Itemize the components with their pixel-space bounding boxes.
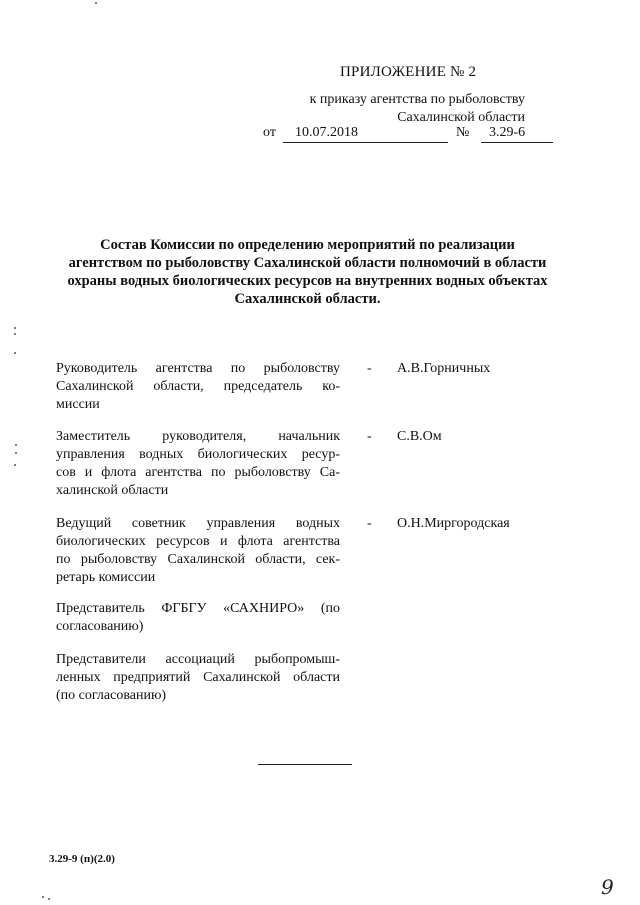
role-line: Представитель ФГБГУ «САХНИРО» (по <box>56 601 340 616</box>
member-role <box>56 428 340 500</box>
member-dash: - <box>367 429 372 444</box>
role-line: по рыболовству Сахалинской области, сек- <box>56 552 340 567</box>
number-label: № <box>456 125 470 140</box>
member-name: С.В.Ом <box>397 429 442 444</box>
member-dash: - <box>367 361 372 376</box>
document-heading <box>55 236 560 308</box>
member-name: О.Н.Миргородская <box>397 516 510 531</box>
heading-line: Состав Комиссии по определению мероприятий по реализации <box>100 237 515 253</box>
footer-code: 3.29-9 (п)(2.0) <box>49 853 115 865</box>
role-line: Ведущий советник управления водных <box>56 516 340 531</box>
scan-speck <box>15 452 17 454</box>
role-line: управления водных биологических ресур- <box>56 447 340 462</box>
member-role <box>56 360 340 414</box>
role-line: сов и флота агентства по рыболовству Са- <box>56 465 340 480</box>
appendix-title: ПРИЛОЖЕНИЕ № 2 <box>340 64 477 80</box>
from-label: от <box>263 125 276 140</box>
role-line: миссии <box>56 397 100 412</box>
order-to-line: к приказу агентства по рыболовству <box>309 92 525 107</box>
scan-speck <box>15 444 17 446</box>
role-line: ретарь комиссии <box>56 570 156 585</box>
heading-line: агентством по рыболовству Сахалинской области полномочий в области <box>68 255 547 271</box>
scan-speck <box>14 352 16 354</box>
order-region-line: Сахалинской области <box>397 110 525 125</box>
scan-speck <box>95 2 97 4</box>
role-line: Заместитель руководителя, начальник <box>56 429 340 444</box>
role-line: (по согласованию) <box>56 688 167 703</box>
order-reference <box>290 91 525 127</box>
member-dash: - <box>367 516 372 531</box>
role-line: биологических ресурсов и флота агентства <box>56 534 340 549</box>
scan-speck <box>14 464 16 466</box>
scan-speck <box>14 327 16 329</box>
role-line: Руководитель агентства по рыболовству <box>56 361 340 376</box>
role-line: Представители ассоциаций рыбопромыш- <box>56 652 340 667</box>
member-role <box>56 515 340 587</box>
role-line: халинской области <box>56 483 169 498</box>
order-date: 10.07.2018 <box>283 125 448 143</box>
heading-line: охраны водных биологических ресурсов на внутренних водных объектах <box>67 273 548 289</box>
role-line: Сахалинской области, председатель ко- <box>56 379 340 394</box>
member-name: А.В.Горничных <box>397 361 491 376</box>
scan-speck <box>14 333 16 335</box>
role-line: согласованию) <box>56 619 144 634</box>
closing-rule <box>258 764 352 765</box>
member-role <box>56 600 340 636</box>
order-number: 3.29-6 <box>481 125 553 143</box>
member-role <box>56 651 340 705</box>
scan-speck <box>48 898 50 900</box>
handwritten-page-number: 9 <box>601 875 614 899</box>
scan-speck <box>42 896 44 898</box>
role-line: ленных предприятий Сахалинской области <box>56 670 340 685</box>
heading-line: Сахалинской области. <box>234 291 381 307</box>
